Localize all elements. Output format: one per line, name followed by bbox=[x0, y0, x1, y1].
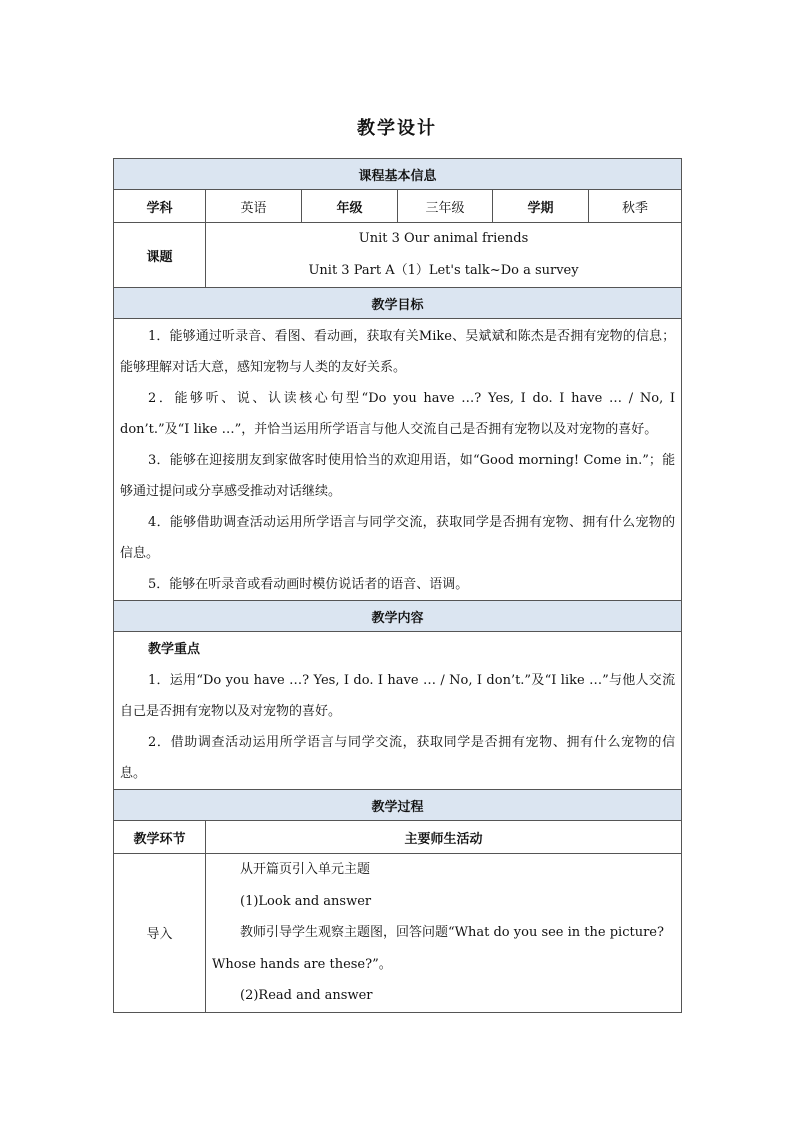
subject-row bbox=[114, 190, 682, 223]
objectives-cell bbox=[114, 319, 682, 601]
topic-label: 课题 bbox=[114, 223, 206, 288]
objectives-row bbox=[114, 319, 682, 601]
activity-line: 从开篇页引入单元主题 bbox=[240, 862, 371, 877]
subject-value: 英语 bbox=[206, 190, 302, 223]
process-columns-row bbox=[114, 821, 682, 854]
objective-item: 1．能够通过听录音、看图、看动画，获取有关Mike、吴斌斌和陈杰是否拥有宠物的信息；能够理解对话大意，感知宠物与人类的友好关系。 bbox=[120, 329, 676, 375]
topic-line-1: Unit 3 Our animal friends bbox=[358, 231, 529, 246]
content-item: 2．借助调查活动运用所学语言与同学交流，获取同学是否拥有宠物、拥有什么宠物的信息。 bbox=[120, 735, 676, 781]
content-row bbox=[114, 632, 682, 790]
key-points-label: 教学重点 bbox=[148, 642, 201, 657]
grade-label: 年级 bbox=[302, 190, 398, 223]
content-item: 1．运用“Do you have …? Yes, I do. I have … / No, I don’t.”及“I like …”与他人交流自己是否拥有宠物以及对宠物的喜好。 bbox=[120, 673, 676, 719]
term-value: 秋季 bbox=[589, 190, 682, 223]
stage-column-header: 教学环节 bbox=[114, 821, 206, 854]
section-header-content: 教学内容 bbox=[114, 601, 682, 632]
objective-item: 3．能够在迎接朋友到家做客时使用恰当的欢迎用语，如“Good morning! Come in.”；能够通过提问或分享感受推动对话继续。 bbox=[120, 453, 676, 499]
section-header-basic-info: 课程基本信息 bbox=[114, 159, 682, 190]
activity-line: (2)Read and answer bbox=[240, 988, 373, 1003]
stage-intro: 导入 bbox=[114, 854, 206, 1013]
objective-item: 2．能够听、说、认读核心句型“Do you have …? Yes, I do. I have … / No, I don’t.”及“I like …”，并恰当运用所学语言与他人交流自己是否拥有宠物以及对宠物的喜好。 bbox=[120, 391, 676, 437]
objective-item: 5．能够在听录音或看动画时模仿说话者的语音、语调。 bbox=[148, 577, 469, 592]
topic-row bbox=[114, 223, 682, 288]
topic-value bbox=[206, 223, 682, 288]
activity-column-header: 主要师生活动 bbox=[206, 821, 682, 854]
content-cell bbox=[114, 632, 682, 790]
basic-info-header-row bbox=[114, 159, 682, 190]
process-intro-row bbox=[114, 854, 682, 1013]
objectives-header-row bbox=[114, 288, 682, 319]
section-header-objectives: 教学目标 bbox=[114, 288, 682, 319]
objective-item: 4．能够借助调查活动运用所学语言与同学交流，获取同学是否拥有宠物、拥有什么宠物的信息。 bbox=[120, 515, 676, 561]
content-header-row bbox=[114, 601, 682, 632]
intro-activity-cell bbox=[206, 854, 682, 1013]
activity-line: 教师引导学生观察主题图，回答问题“What do you see in the picture? Whose hands are these?”。 bbox=[212, 925, 664, 972]
section-header-process: 教学过程 bbox=[114, 790, 682, 821]
grade-value: 三年级 bbox=[398, 190, 493, 223]
term-label: 学期 bbox=[493, 190, 589, 223]
activity-line: (1)Look and answer bbox=[240, 893, 372, 909]
topic-line-2: Unit 3 Part A（1）Let's talk~Do a survey bbox=[308, 263, 579, 278]
document-title: 教学设计 bbox=[357, 118, 437, 139]
process-header-row bbox=[114, 790, 682, 821]
subject-label: 学科 bbox=[114, 190, 206, 223]
lesson-plan-table bbox=[113, 158, 682, 1013]
